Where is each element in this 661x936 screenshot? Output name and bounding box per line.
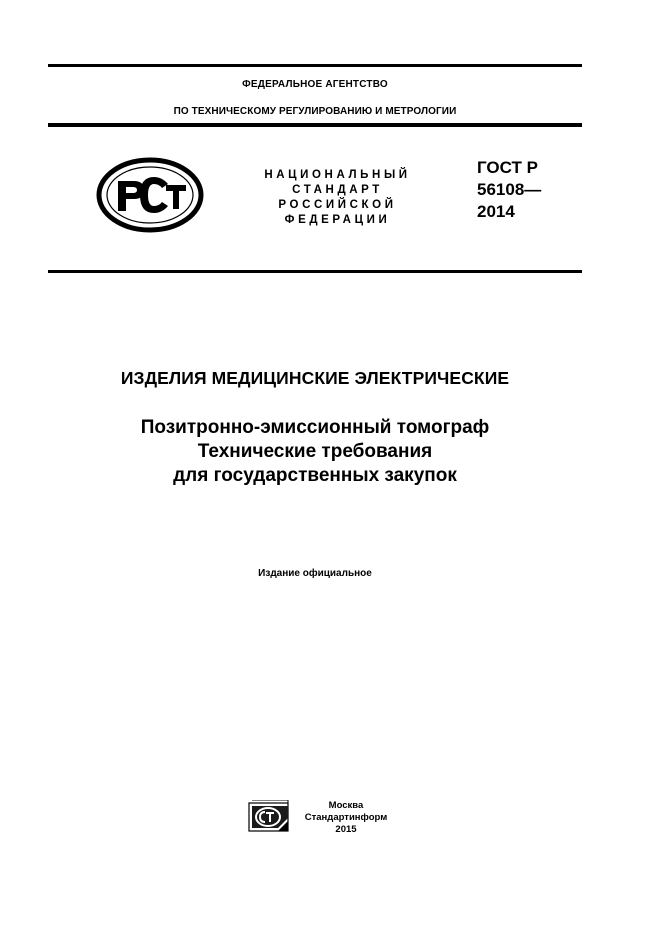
standard-type-line-4: ФЕДЕРАЦИИ bbox=[284, 214, 391, 226]
edition-label: Издание официальное bbox=[258, 568, 372, 579]
header-rule bbox=[48, 123, 582, 127]
standard-type-line-3: РОССИЙСКОЙ bbox=[278, 199, 397, 211]
masthead-bottom-rule bbox=[48, 270, 582, 273]
subtitle-line-2: Технические требования bbox=[197, 441, 433, 462]
publisher-name: Стандартинформ bbox=[304, 812, 388, 823]
subtitle-line-3: для государственных закупок bbox=[173, 465, 457, 486]
designation-line-1: ГОСТ Р bbox=[477, 158, 538, 177]
standard-type-line-2: СТАНДАРТ bbox=[292, 184, 383, 196]
designation-line-2: 56108— bbox=[477, 180, 542, 199]
top-rule bbox=[48, 64, 582, 67]
standard-designation bbox=[477, 157, 541, 223]
publisher-city: Москва bbox=[328, 800, 364, 811]
subtitle-line-1: Позитронно-эмиссионный томограф bbox=[140, 417, 490, 438]
designation-line-3: 2014 bbox=[477, 202, 515, 221]
standard-type-line-1: НАЦИОНАЛЬНЫЙ bbox=[264, 169, 411, 181]
document-subtitle bbox=[48, 416, 582, 488]
standard-type bbox=[255, 168, 420, 228]
standartinform-logo-icon bbox=[248, 800, 290, 832]
document-title: ИЗДЕЛИЯ МЕДИЦИНСКИЕ ЭЛЕКТРИЧЕСКИЕ bbox=[120, 368, 510, 388]
agency-name-line-2: ПО ТЕХНИЧЕСКОМУ РЕГУЛИРОВАНИЮ И МЕТРОЛОГИИ bbox=[173, 106, 457, 117]
agency-name-line-1: ФЕДЕРАЛЬНОЕ АГЕНТСТВО bbox=[242, 79, 388, 90]
publisher-info bbox=[296, 800, 396, 836]
publication-year: 2015 bbox=[335, 824, 357, 835]
rst-certification-mark-icon bbox=[96, 157, 204, 233]
